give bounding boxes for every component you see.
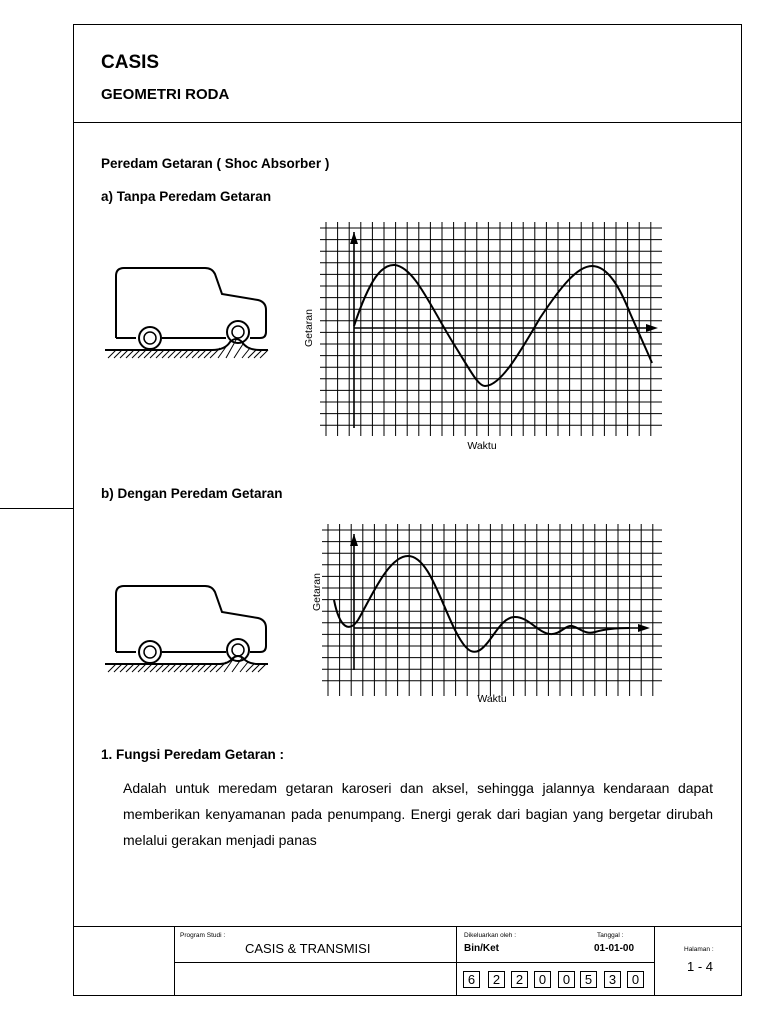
vibration-graph-damped bbox=[300, 520, 670, 710]
car-on-bump-illustration bbox=[100, 258, 275, 368]
page-subtitle: GEOMETRI RODA bbox=[101, 86, 230, 103]
x-axis-label: Waktu bbox=[467, 440, 497, 452]
header-divider bbox=[73, 122, 742, 123]
graph-grid bbox=[322, 524, 662, 696]
footer-divider bbox=[456, 926, 457, 996]
margin-mark bbox=[0, 508, 73, 509]
program-value: CASIS & TRANSMISI bbox=[245, 941, 371, 956]
document-code-digit: 5 bbox=[580, 971, 597, 988]
figure-a-label: a) Tanpa Peredam Getaran bbox=[101, 189, 272, 204]
figure-b-label: b) Dengan Peredam Getaran bbox=[101, 486, 283, 501]
y-axis-arrow bbox=[350, 232, 358, 244]
document-code-digit: 6 bbox=[463, 971, 480, 988]
graph-grid bbox=[320, 222, 662, 436]
document-code-digit: 2 bbox=[511, 971, 528, 988]
y-axis-label: Getaran bbox=[311, 573, 323, 611]
issued-value: Bin/Ket bbox=[464, 943, 499, 954]
footer-divider bbox=[654, 926, 655, 996]
car-on-bump-illustration bbox=[100, 572, 275, 682]
vibration-curve bbox=[334, 556, 630, 652]
page-number: 1 - 4 bbox=[687, 959, 714, 974]
vibration-curve bbox=[354, 265, 652, 386]
y-axis-label: Getaran bbox=[303, 309, 315, 347]
page-title: CASIS bbox=[101, 52, 160, 73]
x-axis-label: Waktu bbox=[477, 693, 507, 705]
vibration-graph-undamped bbox=[290, 218, 670, 458]
document-code-digit: 0 bbox=[534, 971, 551, 988]
date-label: Tanggal : bbox=[597, 932, 624, 939]
section-heading: Peredam Getaran ( Shoc Absorber ) bbox=[101, 156, 330, 171]
document-code-digit: 0 bbox=[627, 971, 644, 988]
x-axis-arrow bbox=[646, 324, 658, 332]
program-label: Program Studi : bbox=[180, 932, 226, 939]
document-code-digit: 0 bbox=[558, 971, 575, 988]
issued-label: Dikeluarkan oleh : bbox=[464, 932, 517, 939]
date-value: 01-01-00 bbox=[594, 943, 635, 954]
footer-divider bbox=[174, 926, 175, 996]
function-heading: 1. Fungsi Peredam Getaran : bbox=[101, 747, 285, 762]
footer-row-line bbox=[174, 962, 654, 963]
document-code-digit: 2 bbox=[488, 971, 505, 988]
document-code-digit: 3 bbox=[604, 971, 621, 988]
function-body: Adalah untuk meredam getaran karoseri dan aksel, sehingga jalannya kendaraan dapat memberikan kenyamanan pada penumpang. Energi gerak dari bagian yang bergetar dirubah melalui gerakan menjadi panas bbox=[123, 780, 713, 848]
page-label: Halaman : bbox=[684, 946, 714, 953]
x-axis-arrow bbox=[638, 624, 650, 632]
